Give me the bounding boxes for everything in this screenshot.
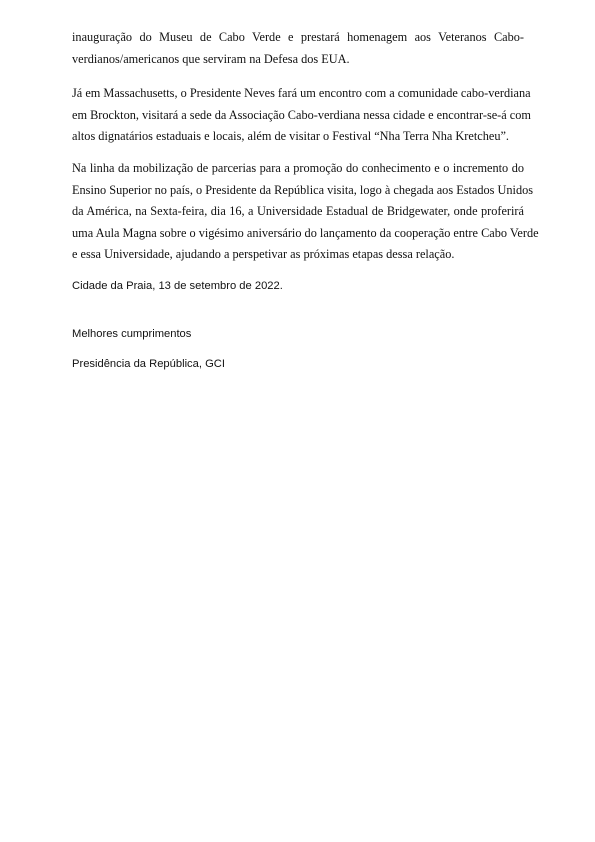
signature-line: Presidência da República, GCI [72,358,225,370]
text-line: em Brockton, visitará a sede da Associação Cabo-verdiana nessa cidade e encontrar-se-á com [72,107,531,122]
text-line: Na linha da mobilização de parcerias para a promoção do conhecimento e o incremento do [72,161,524,175]
text-line: da América, na Sexta-feira, dia 16, a Universidade Estadual de Bridgewater, onde proferirá [72,204,524,218]
paragraph-museum-veterans [72,27,524,70]
paragraph-higher-education [72,158,539,266]
text-line: uma Aula Magna sobre o vigésimo aniversário do lançamento da cooperação entre Cabo Verde [72,225,539,240]
text-line: inauguração do Museu de Cabo Verde e prestará homenagem aos Veteranos Cabo- [72,30,524,44]
text-line: Ensino Superior no país, o Presidente da República visita, logo à chegada aos Estados Unidos [72,182,534,197]
closing-line: Melhores cumprimentos [72,328,192,340]
text-line: verdianos/americanos que serviram na Defesa dos EUA. [72,51,350,66]
text-line: altos dignatários estaduais e locais, além de visitar o Festival “Nha Terra Nha Kretcheu”. [72,129,510,143]
date-line: Cidade da Praia, 13 de setembro de 2022. [72,280,283,292]
text-line: e essa Universidade, ajudando a perspetivar as próximas etapas dessa relação. [72,247,455,261]
text-line: Já em Massachusetts, o Presidente Neves fará um encontro com a comunidade cabo-verdiana [72,86,531,100]
paragraph-massachusetts [72,83,531,148]
